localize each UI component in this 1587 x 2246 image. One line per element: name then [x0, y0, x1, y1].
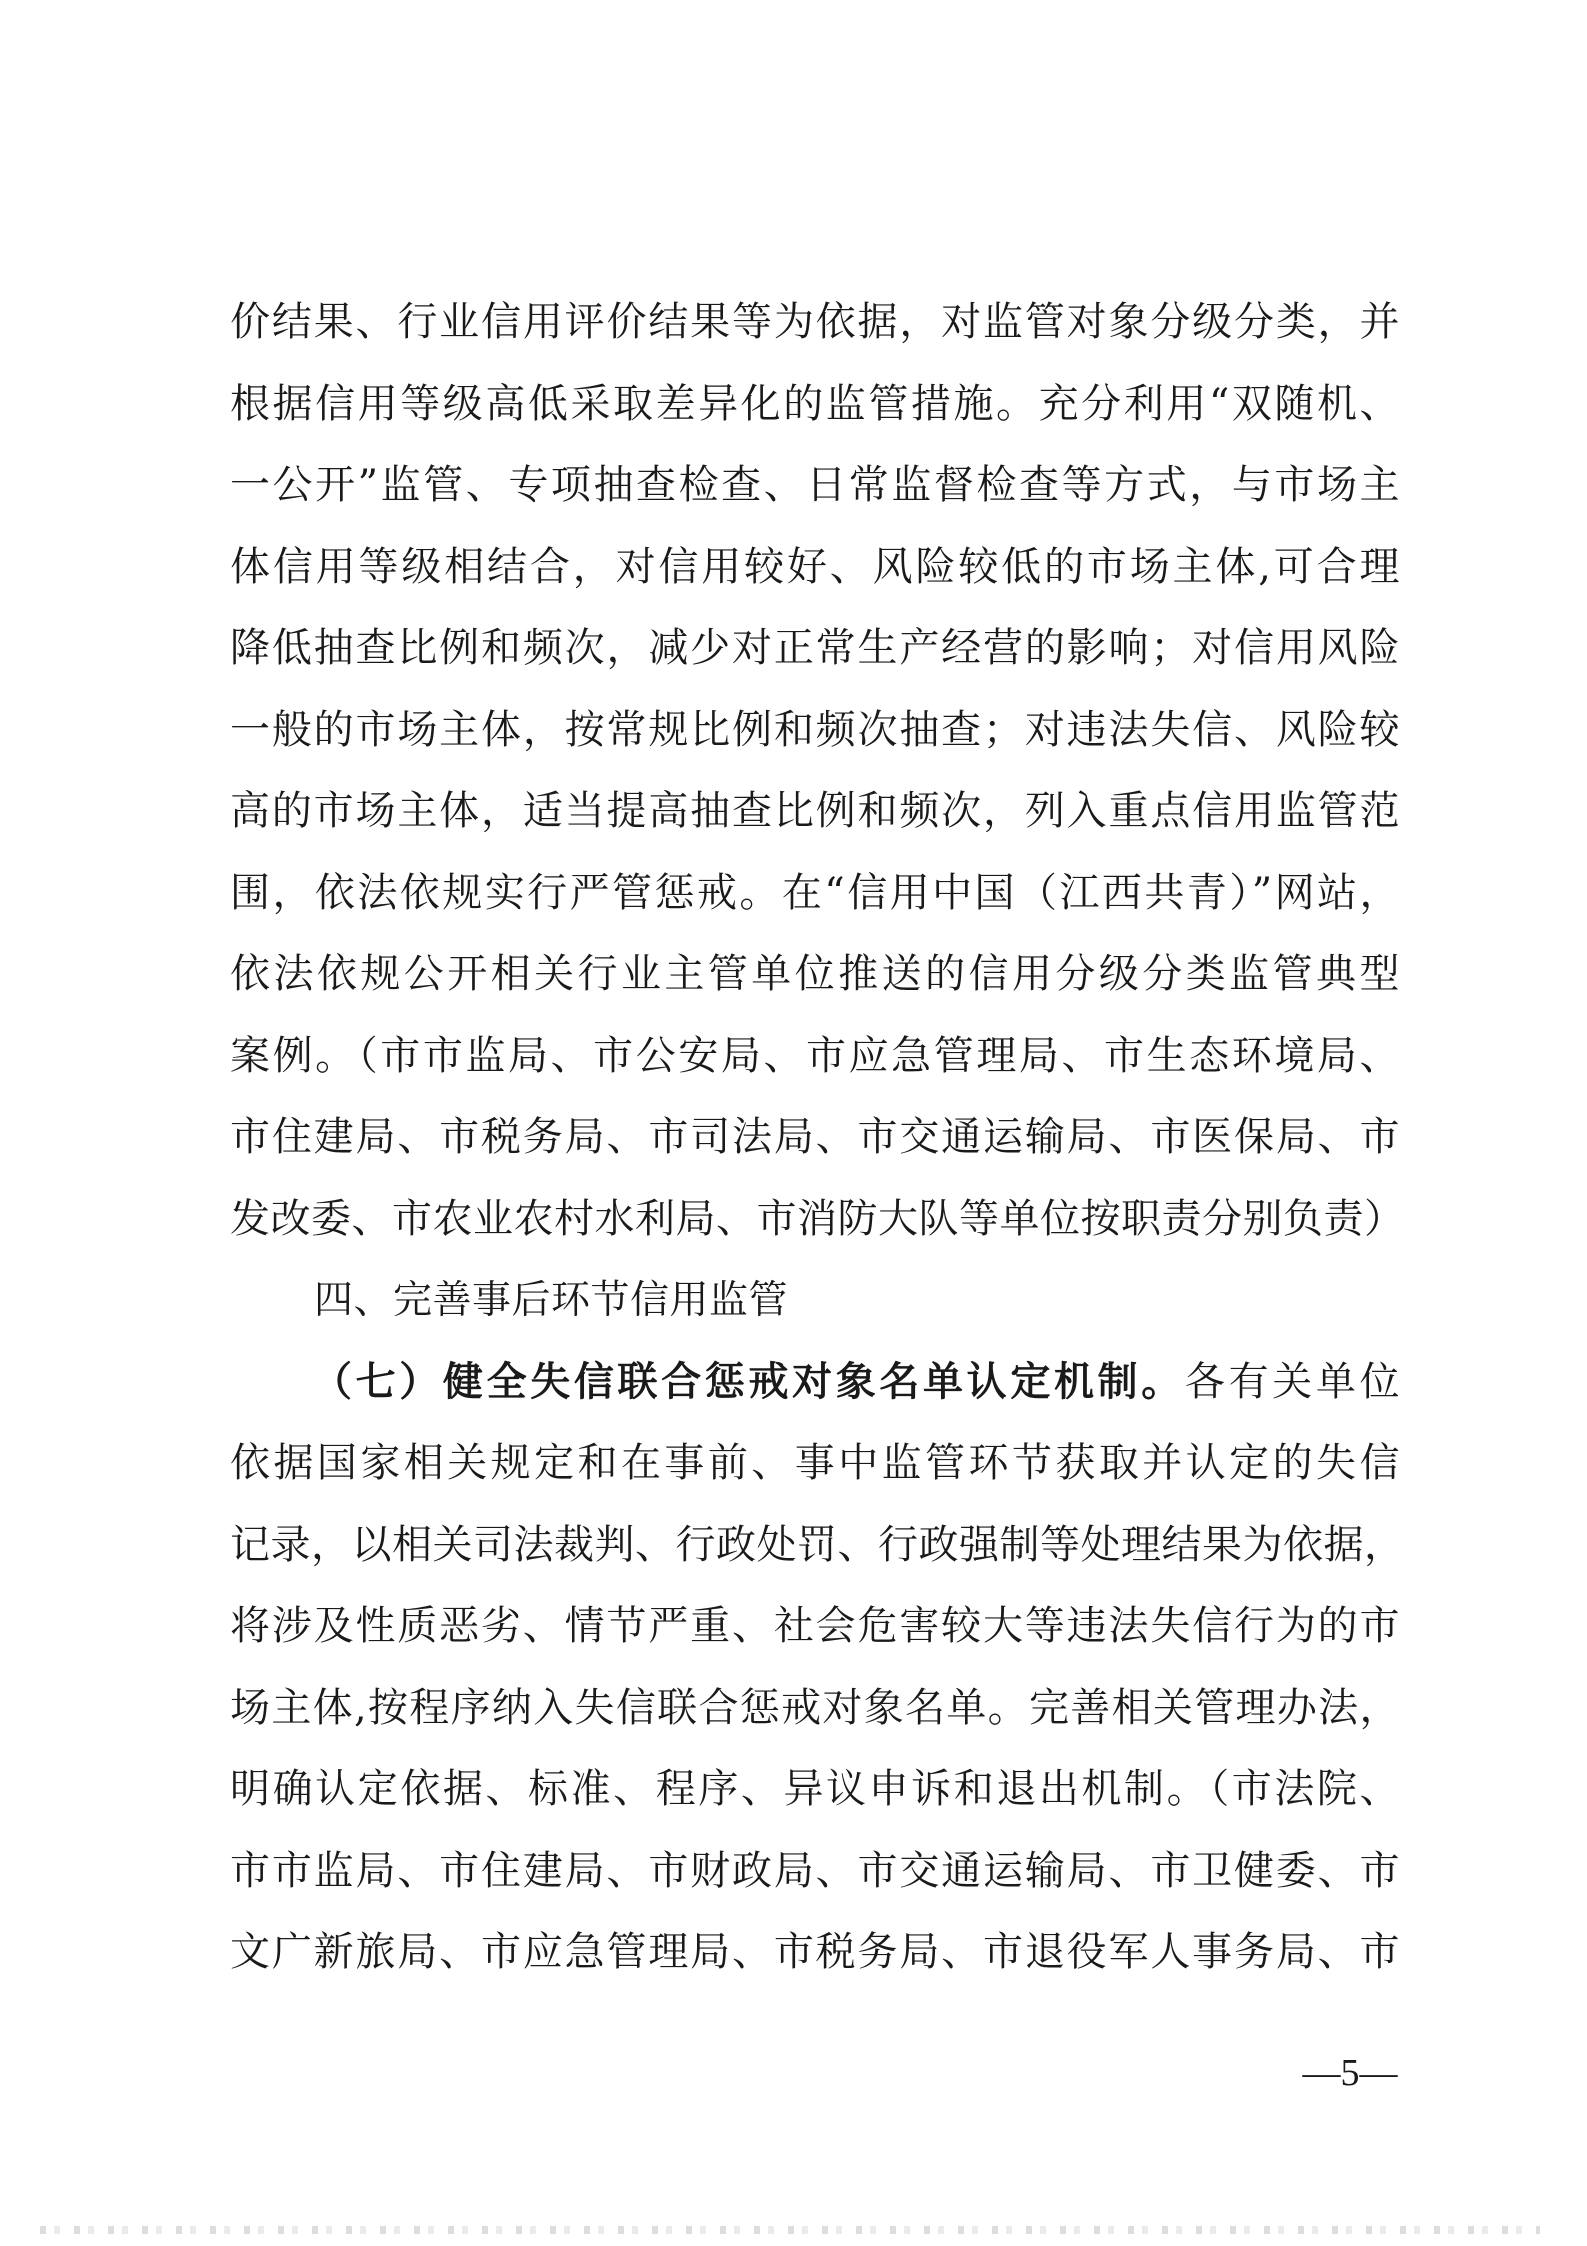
- text-line: 一般的市场主体，按常规比例和频次抽查；对违法失信、风险较: [230, 706, 1400, 753]
- text-line: 价结果、行业信用评价结果等为依据，对监管对象分级分类，并: [230, 299, 1400, 345]
- text-line: 一公开”监管、专项抽查检查、日常监督检查等方式，与市场主: [230, 462, 1400, 508]
- text-line: 高的市场主体，适当提高抽查比例和频次，列入重点信用监管范: [230, 788, 1400, 834]
- text-line: 将涉及性质恶劣、情节严重、社会危害较大等违法失信行为的市: [230, 1603, 1400, 1649]
- text-line: 依据国家相关规定和在事前、事中监管环节获取并认定的失信: [230, 1440, 1400, 1486]
- item-title: （七）健全失信联合惩戒对象名单认定机制。: [312, 1358, 1185, 1405]
- body-text: [230, 282, 1405, 1994]
- text-line: 体信用等级相结合，对信用较好、风险较低的市场主体,可合理: [230, 543, 1400, 590]
- text-line: 明确认定依据、标准、程序、异议申诉和退出机制。（市法院、: [230, 1766, 1400, 1812]
- text-line: 市住建局、市税务局、市司法局、市交通运输局、市医保局、市: [230, 1114, 1400, 1160]
- text-line: 记录，以相关司法裁判、行政处罚、行政强制等处理结果为依据，: [230, 1521, 1405, 1568]
- scan-edge-artifact: [40, 2226, 1540, 2234]
- text-line: 案例。（市市监局、市公安局、市应急管理局、市生态环境局、: [230, 1032, 1400, 1079]
- text-line: 围，依法依规实行严管惩戒。在“信用中国（江西共青）”网站，: [230, 869, 1400, 916]
- text-line: 依法依规公开相关行业主管单位推送的信用分级分类监管典型: [230, 951, 1400, 997]
- text-line: 发改委、市农业农村水利局、市消防大队等单位按职责分别负责）: [230, 1195, 1405, 1242]
- text-line: 市市监局、市住建局、市财政局、市交通运输局、市卫健委、市: [230, 1847, 1400, 1894]
- item-first-line: [230, 1342, 1400, 1424]
- text-line: 降低抽查比例和频次，减少对正常生产经营的影响；对信用风险: [230, 625, 1400, 671]
- section-heading: 四、完善事后环节信用监管: [314, 1278, 789, 1323]
- item-first-line-rest: 各有关单位: [1184, 1358, 1401, 1405]
- text-line: 根据信用等级高低采取差异化的监管措施。充分利用“双随机、: [230, 380, 1400, 427]
- text-line: 文广新旅局、市应急管理局、市税务局、市退役军人事务局、市: [230, 1929, 1400, 1975]
- text-line: 场主体,按程序纳入失信联合惩戒对象名单。完善相关管理办法，: [230, 1684, 1400, 1731]
- page-number: —5—: [1302, 2052, 1398, 2094]
